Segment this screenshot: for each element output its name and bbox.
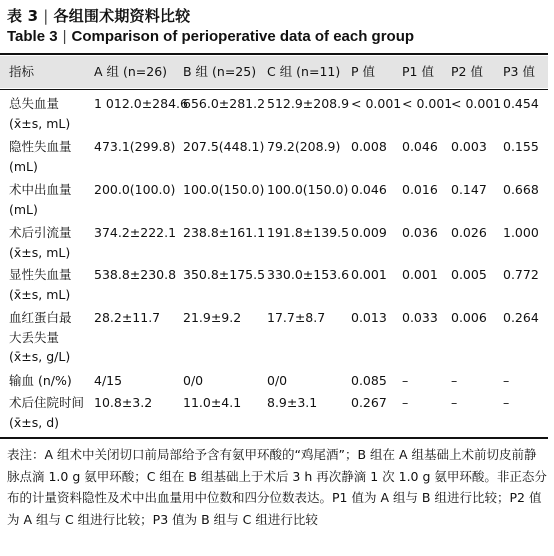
table-cell: 350.8±175.5 xyxy=(183,267,266,282)
table-header-rule xyxy=(0,89,548,90)
caption-cn-label: 表 3 xyxy=(7,7,39,25)
caption-cn xyxy=(7,5,190,26)
table-cell: 538.8±230.8 xyxy=(94,267,177,282)
row-label-hospital-stay: 术后住院时间 (x̄±s, d) xyxy=(9,395,85,430)
row-label-hidden-blood-loss: 隐性失血量 (mL) xyxy=(9,139,72,174)
table-cell: 0.016 xyxy=(402,182,438,197)
table-cell: 0.155 xyxy=(503,139,539,154)
table-cell: 28.2±11.7 xyxy=(94,310,161,325)
caption-en xyxy=(7,28,414,45)
header-p2: P2 值 xyxy=(451,64,483,79)
row-label-hemoglobin-loss: 血红蛋白最大丢失量 (x̄±s, g/L) xyxy=(9,310,72,364)
header-p3: P3 值 xyxy=(503,64,535,79)
table-cell: 0.001 xyxy=(402,267,438,282)
table-cell: 0.005 xyxy=(451,267,487,282)
table-footnote: 表注：A 组术中关闭切口前局部给予含有氨甲环酸的“鸡尾酒”；B 组在 A 组基础上术前切皮前静脉点滴 1.0 g 氨甲环酸；C 组在 B 组基础上于术后 3 h 再次静滴 1 次 1.0 g 氨甲环酸。非正态分布的计量资料隐性及术中出血量用中位数和四分位数表达。P1 值为 A 组与 B 组进行比较；P2 值为 A 组与 C 组进行比较；P3 值为 B 组与 C 组进行比较 xyxy=(7,447,547,527)
table-cell: 330.0±153.6 xyxy=(267,267,350,282)
table-cell: 0.009 xyxy=(351,225,387,240)
row-label-postop-drainage: 术后引流量 (x̄±s, mL) xyxy=(9,225,72,260)
table-cell: 10.8±3.2 xyxy=(94,395,153,410)
caption-cn-title: 各组围术期资料比较 xyxy=(53,7,191,25)
table-cell: 0.264 xyxy=(503,310,539,325)
caption-en-label: Table 3 xyxy=(7,28,58,45)
table-cell: 0.147 xyxy=(451,182,487,197)
table-cell: 0.772 xyxy=(503,267,539,282)
table-cell: 0.267 xyxy=(351,395,387,410)
table-cell: – xyxy=(503,395,510,410)
header-group-c: C 组 (n=11) xyxy=(267,64,341,79)
table-cell: < 0.001 xyxy=(351,96,402,111)
caption-en-separator: | xyxy=(62,28,67,45)
row-label-transfusion: 输血 (n/%) xyxy=(9,373,72,388)
table-cell: 0.036 xyxy=(402,225,438,240)
table-cell: 0.085 xyxy=(351,373,387,388)
table-cell: 200.0(100.0) xyxy=(94,182,176,197)
row-label-intraop-blood-loss: 术中出血量 (mL) xyxy=(9,182,72,217)
caption-cn-separator: | xyxy=(43,7,49,25)
table-cell: 207.5(448.1) xyxy=(183,139,265,154)
table-cell: 0.003 xyxy=(451,139,487,154)
table-cell: 512.9±208.9 xyxy=(267,96,350,111)
table-cell: 0.668 xyxy=(503,182,539,197)
table-cell: < 0.001 xyxy=(451,96,502,111)
table-cell: 0/0 xyxy=(183,373,204,388)
header-group-b: B 组 (n=25) xyxy=(183,64,257,79)
table-cell: 0.033 xyxy=(402,310,438,325)
header-p1: P1 值 xyxy=(402,64,434,79)
table-cell: – xyxy=(402,373,409,388)
table-cell: 100.0(150.0) xyxy=(183,182,265,197)
table-cell: 17.7±8.7 xyxy=(267,310,326,325)
table-cell: 0.046 xyxy=(351,182,387,197)
table-cell: 238.8±161.1 xyxy=(183,225,266,240)
table-top-rule xyxy=(0,53,548,55)
table-cell: 11.0±4.1 xyxy=(183,395,242,410)
table-cell: 1 012.0±284.6 xyxy=(94,96,188,111)
table-cell: 21.9±9.2 xyxy=(183,310,242,325)
table-cell: 79.2(208.9) xyxy=(267,139,341,154)
table-cell: 4/15 xyxy=(94,373,123,388)
row-label-visible-blood-loss: 显性失血量 (x̄±s, mL) xyxy=(9,267,72,302)
table-cell: 0.046 xyxy=(402,139,438,154)
table-cell: 374.2±222.1 xyxy=(94,225,177,240)
table-cell: 0.026 xyxy=(451,225,487,240)
table-cell: 656.0±281.2 xyxy=(183,96,266,111)
header-group-a: A 组 (n=26) xyxy=(94,64,168,79)
table-cell: 8.9±3.1 xyxy=(267,395,318,410)
table-cell: 0.013 xyxy=(351,310,387,325)
table-cell: 0.008 xyxy=(351,139,387,154)
table-cell: 473.1(299.8) xyxy=(94,139,176,154)
table-cell: – xyxy=(402,395,409,410)
header-p: P 值 xyxy=(351,64,376,79)
table-cell: – xyxy=(451,395,458,410)
table-cell: 191.8±139.5 xyxy=(267,225,350,240)
row-label-total-blood-loss: 总失血量 (x̄±s, mL) xyxy=(9,96,71,131)
table-cell: 1.000 xyxy=(503,225,539,240)
table-cell: – xyxy=(503,373,510,388)
table-cell: – xyxy=(451,373,458,388)
table-cell: < 0.001 xyxy=(402,96,453,111)
header-indicator: 指标 xyxy=(9,64,35,79)
table-cell: 0.454 xyxy=(503,96,539,111)
table-bottom-rule xyxy=(0,437,548,439)
table-cell: 0/0 xyxy=(267,373,288,388)
table-cell: 100.0(150.0) xyxy=(267,182,349,197)
table-cell: 0.001 xyxy=(351,267,387,282)
caption-en-title: Comparison of perioperative data of each group xyxy=(71,28,415,45)
table-cell: 0.006 xyxy=(451,310,487,325)
